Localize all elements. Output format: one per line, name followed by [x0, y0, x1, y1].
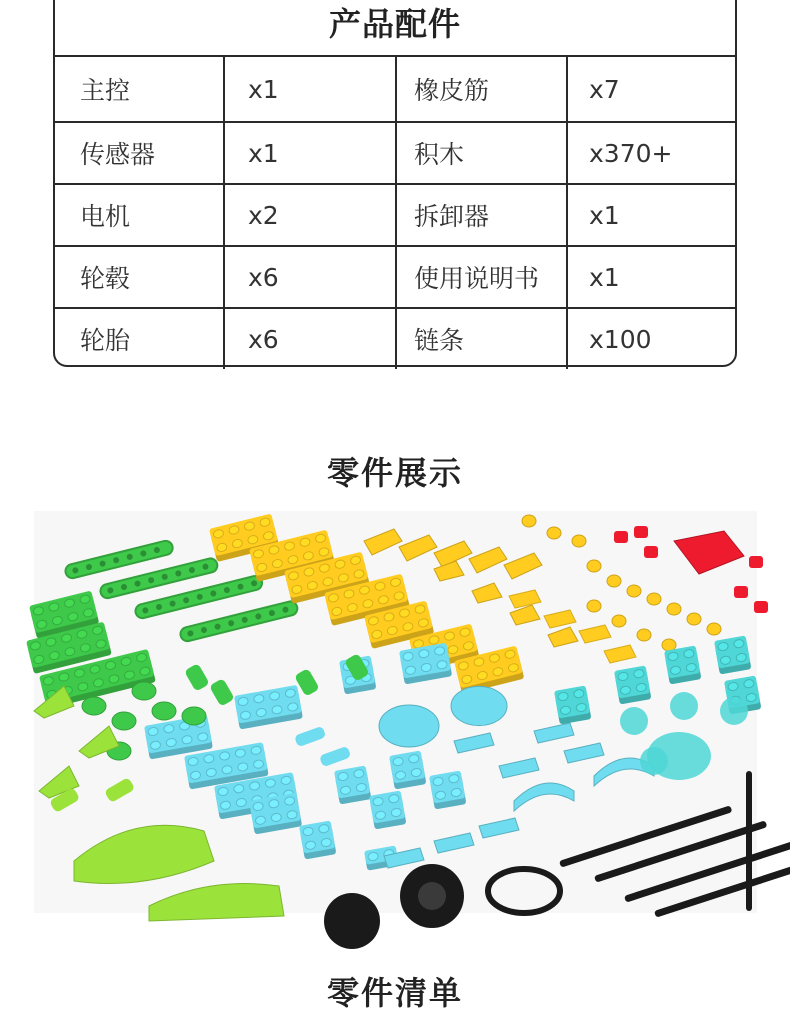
part-quantity: x1	[225, 57, 397, 121]
round-stud-part	[647, 593, 661, 605]
red-connector-part	[614, 531, 628, 543]
red-connector-part	[754, 601, 768, 613]
red-connector-part	[644, 546, 658, 558]
round-plate-part	[451, 686, 507, 725]
part-quantity: x1	[589, 262, 620, 292]
round-plate-part	[647, 732, 711, 780]
round-stud-part	[587, 600, 601, 612]
showcase-title: 零件展示	[326, 454, 463, 492]
part-quantity: x370+	[589, 138, 673, 168]
round-stud-part	[687, 613, 701, 625]
part-name: 主控	[55, 57, 225, 121]
part-name: 使用说明书	[397, 247, 568, 307]
round-stud-part	[667, 603, 681, 615]
parts-table	[53, 0, 737, 367]
round-plate-part	[132, 682, 156, 700]
table-row	[55, 123, 735, 185]
round-stud-part	[707, 623, 721, 635]
table-rows	[55, 57, 735, 369]
red-connector-part	[734, 586, 748, 598]
round-plate-part	[112, 712, 136, 730]
part-name: 链条	[397, 309, 568, 369]
table-row	[55, 57, 735, 123]
part-name: 电机	[55, 185, 225, 245]
table-row	[55, 185, 735, 247]
round-plate-part	[82, 697, 106, 715]
table-row	[55, 247, 735, 309]
brick-part	[554, 685, 591, 724]
part-quantity: x2	[225, 185, 397, 245]
part-name: 拆卸器	[397, 185, 568, 245]
brick-part	[369, 790, 406, 829]
round-stud-part	[587, 560, 601, 572]
brick-part	[334, 765, 371, 804]
round-stud-part	[572, 535, 586, 547]
part-name: 轮胎	[55, 309, 225, 369]
brick-part	[299, 820, 336, 859]
round-stud-part	[627, 585, 641, 597]
part-quantity: x6	[225, 309, 397, 369]
tire-part	[324, 893, 380, 949]
part-quantity: x6	[225, 247, 397, 307]
round-stud-part	[612, 615, 626, 627]
brick-part	[714, 635, 751, 674]
part-name: 积木	[397, 123, 568, 183]
round-stud-part	[522, 515, 536, 527]
round-stud-part	[637, 629, 651, 641]
brick-part	[389, 750, 426, 789]
next-section-title: 零件清单	[326, 974, 463, 1012]
part-name: 橡皮筋	[397, 57, 568, 121]
round-brick-part	[670, 692, 698, 720]
round-stud-part	[547, 527, 561, 539]
table-row	[55, 309, 735, 369]
part-quantity: x7	[589, 74, 620, 104]
parts-illustration	[34, 511, 757, 913]
round-plate-part	[182, 707, 206, 725]
brick-part	[664, 645, 701, 684]
brick-part	[429, 770, 466, 809]
round-stud-part	[662, 639, 676, 651]
part-name: 轮毂	[55, 247, 225, 307]
round-brick-part	[720, 697, 748, 725]
round-brick-part	[620, 707, 648, 735]
parts-photo	[34, 511, 757, 913]
axle-rod-part	[746, 771, 752, 911]
red-connector-part	[634, 526, 648, 538]
part-name: 传感器	[55, 123, 225, 183]
tire-hub-part	[418, 882, 446, 910]
red-connector-part	[749, 556, 763, 568]
part-quantity: x100	[589, 324, 652, 354]
part-quantity: x1	[225, 123, 397, 183]
round-plate-part	[152, 702, 176, 720]
round-plate-part	[379, 705, 439, 747]
brick-part	[614, 665, 651, 704]
part-quantity: x1	[589, 200, 620, 230]
round-stud-part	[607, 575, 621, 587]
table-title: 产品配件	[55, 0, 735, 57]
